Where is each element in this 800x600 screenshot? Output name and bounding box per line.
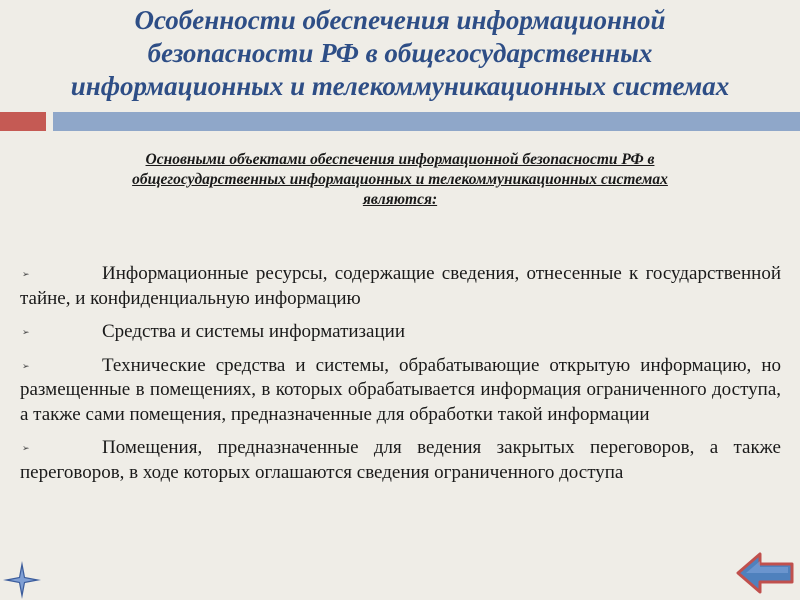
title-line-2: безопасности РФ в общегосударственных (147, 38, 653, 68)
intro-line-1: Основными объектами обеспечения информационной безопасности РФ в (145, 151, 655, 168)
list-item-text: Технические средства и системы, обрабатывающие открытую информацию, но размещенные в помещениях, в которых обрабатывается информация ограниченного доступа, а также сами помещения, предназначенные для обработки такой информации (20, 354, 781, 425)
objects-list (20, 262, 781, 494)
title-line-3: информационных и телекоммуникационных системах (70, 71, 730, 101)
title-line-1: Особенности обеспечения информационной (134, 5, 666, 35)
accent-bar-red (0, 112, 46, 131)
list-item (20, 436, 781, 485)
bullet-arrow-icon: ➢ (22, 327, 30, 337)
list-item-text: Средства и системы информатизации (102, 321, 405, 342)
list-item (20, 262, 781, 311)
intro-text (20, 150, 780, 210)
list-item (20, 354, 781, 428)
back-arrow-icon[interactable] (736, 551, 794, 595)
star-icon (2, 560, 42, 600)
list-item (20, 320, 781, 345)
intro-line-2: общегосударственных информационных и телекоммуникационных системах (132, 171, 668, 188)
slide-title (0, 4, 800, 103)
bullet-arrow-icon: ➢ (22, 360, 30, 371)
accent-bar-blue (53, 112, 800, 131)
bullet-arrow-icon: ➢ (22, 269, 30, 279)
bullet-arrow-icon: ➢ (22, 443, 30, 453)
list-item-text: Информационные ресурсы, содержащие сведения, отнесенные к государственной тайне, и конфиденциальную информацию (20, 263, 781, 309)
intro-line-3: являются: (362, 191, 438, 208)
list-item-text: Помещения, предназначенные для ведения закрытых переговоров, а также переговоров, в ходе которых оглашаются сведения ограниченного доступа (20, 437, 781, 483)
